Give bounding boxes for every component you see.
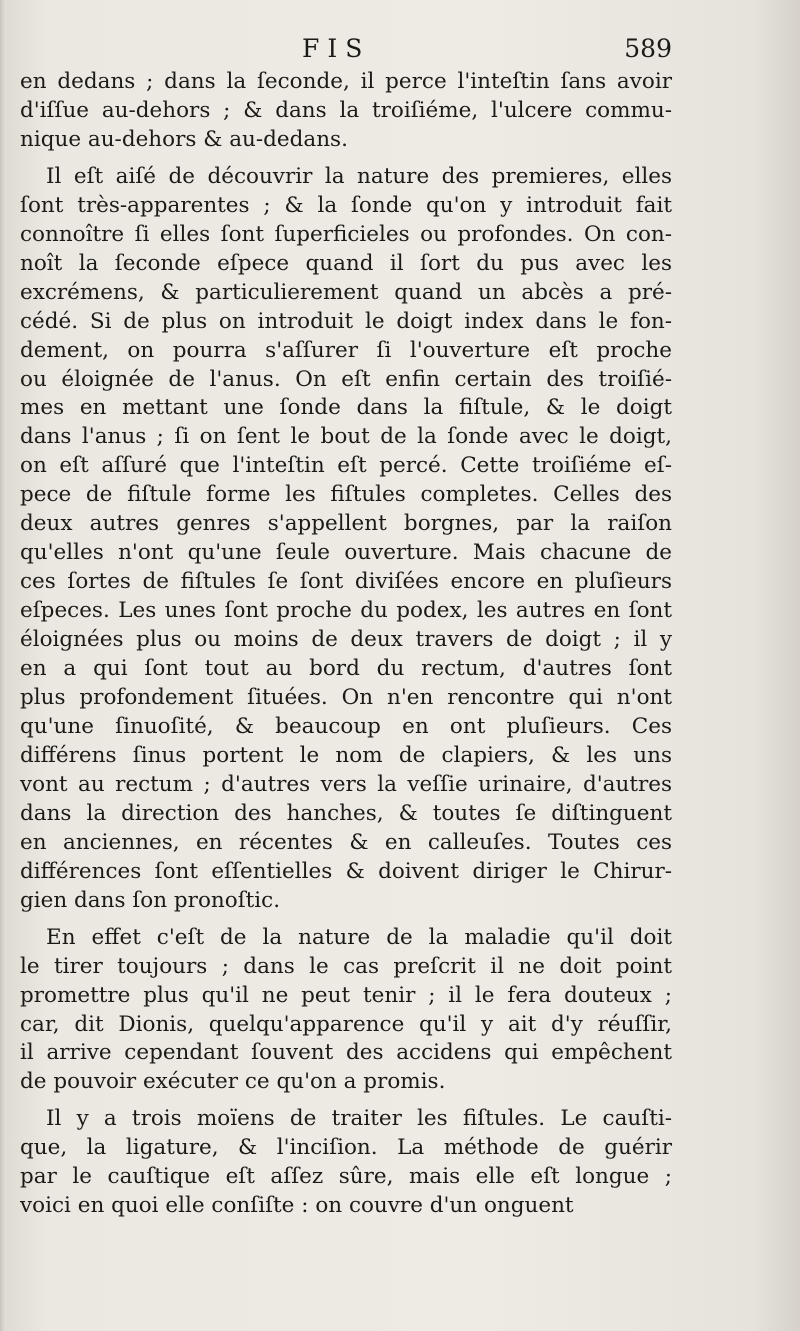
text-line: on eſt aſſuré que l'inteſtin eſt percé. Cette troiſiéme eſ- [20,453,672,479]
page-gutter-shadow [0,0,6,1331]
text-line: d'iſſue au-dehors ; & dans la troiſiéme, l'ulcere commu- [20,97,672,123]
text-line: cédé. Si de plus on introduit le doigt index dans le fon- [20,308,672,334]
text-line: différences ſont eſſentielles & doivent diriger le Chirur- [20,858,672,884]
page-body-text [20,68,672,1229]
text-line: en anciennes, en récentes & en calleuſes. Toutes ces [20,829,672,855]
text-line: eſpeces. Les unes ſont proche du podex, les autres en ſont [20,598,672,624]
text-line: en a qui ſont tout au bord du rectum, d'autres ſont [20,656,672,682]
paragraph [20,68,672,155]
text-line: de pouvoir exécuter ce qu'on a promis. [20,1069,446,1095]
running-header [20,34,672,64]
paragraph [20,924,672,1098]
text-line: gien dans ſon pronoſtic. [20,887,281,913]
text-line: qu'une ſinuoſité, & beaucoup en ont pluſieurs. Ces [20,713,672,739]
text-line: Il y a trois moïens de traiter les fiſtules. Le cauſti- [46,1106,672,1132]
text-line: que, la ligature, & l'inciſion. La méthode de guérir [20,1135,672,1161]
text-line: vont au rectum ; d'autres vers la veſſie urinaire, d'autres [20,771,672,797]
running-title: FIS [302,34,371,63]
text-line: ou éloignée de l'anus. On eſt enfin certain des troiſié- [20,366,672,392]
text-line: éloignées plus ou moins de deux travers de doigt ; il y [20,627,672,653]
text-line: différens ſinus portent le nom de clapiers, & les uns [20,742,672,768]
text-line: en dedans ; dans la ſeconde, il perce l'inteſtin ſans avoir [20,69,672,94]
page-number: 589 [624,34,672,63]
text-line: excrémens, & particulierement quand un abcès a pré- [20,279,672,305]
text-line: il arrive cependant ſouvent des accidens qui empêchent [20,1040,672,1066]
text-line: noît la ſeconde eſpece quand il ſort du pus avec les [20,250,672,276]
text-line: par le cauſtique eſt aſſez sûre, mais elle eſt longue ; [20,1164,672,1190]
text-line: ſont très-apparentes ; & la ſonde qu'on y introduit fait [20,192,672,218]
text-line: connoître ſi elles ſont ſuperficieles ou profondes. On con- [20,221,672,247]
text-line: plus profondement ſituées. On n'en rencontre qui n'ont [20,685,672,711]
text-line: dans la direction des hanches, & toutes ſe diſtinguent [20,800,672,826]
text-line: deux autres genres s'appellent borgnes, par la raiſon [20,511,672,537]
text-line: le tirer toujours ; dans le cas preſcrit il ne doit point [20,953,672,979]
text-line: voici en quoi elle conſiſte : on couvre d'un onguent [20,1193,574,1219]
text-line: car, dit Dionis, quelqu'apparence qu'il y ait d'y réuſſir, [20,1011,672,1037]
text-line: qu'elles n'ont qu'une ſeule ouverture. Mais chacune de [20,540,672,566]
text-line: En effet c'eſt de la nature de la maladie qu'il doit [46,924,672,950]
paragraph [20,163,672,916]
paragraph [20,1105,672,1221]
text-line: pece de fiſtule forme les fiſtules completes. Celles des [20,482,672,508]
text-line: dans l'anus ; ſi on ſent le bout de la ſonde avec le doigt, [20,424,672,450]
text-line: promettre plus qu'il ne peut tenir ; il le fera douteux ; [20,982,672,1008]
text-line: Il eſt aiſé de découvrir la nature des premieres, elles [46,163,672,189]
text-line: dement, on pourra s'aſſurer ſi l'ouverture eſt proche [20,337,672,363]
text-line: nique au-dehors & au-dedans. [20,126,348,152]
text-line: ces ſortes de fiſtules ſe ſont diviſées encore en pluſieurs [20,569,672,595]
text-line: mes en mettant une ſonde dans la fiſtule, & le doigt [20,395,672,421]
